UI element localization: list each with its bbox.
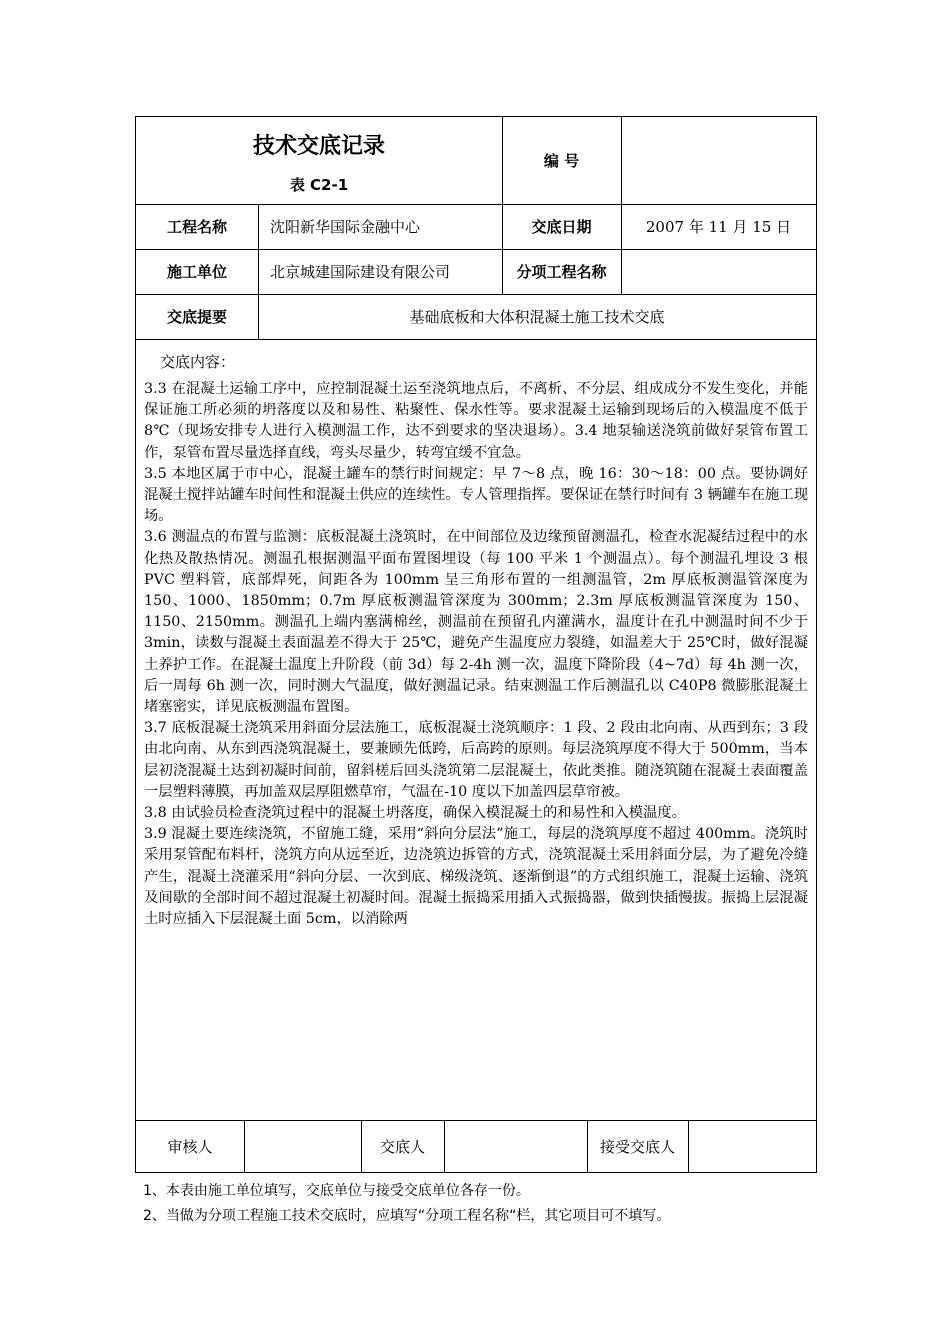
- content-paragraph: 3.9 混凝土要连续浇筑，不留施工缝，采用“斜向分层法”施工，每层的浇筑厚度不超过 400mm。浇筑时采用泵管配布料杆，浇筑方向从远至近，边浇筑边拆管的方式，浇筑混凝土采用斜面分层，为了避免冷缝产生，混凝土浇灌采用“斜向分层、一次到底、梯级浇筑、逐渐倒退”的方式组织施工，混凝土运输、浇筑及间歇的全部时间不超过混凝土初凝时间。混凝土振捣采用插入式振捣器，做到快插慢拔。振捣上层混凝土时应插入下层混凝土面 5cm，以消除两: [144, 826, 808, 928]
- note-1: 1、本表由施工单位填写，交底单位与接受交底单位各存一份。: [143, 1183, 530, 1199]
- summary-value[interactable]: 基础底板和大体积混凝土施工技术交底: [409, 308, 665, 326]
- sub-project-label: 分项工程名称: [516, 263, 607, 281]
- reviewer-value[interactable]: [244, 1120, 361, 1172]
- summary-label: 交底提要: [166, 308, 227, 326]
- content-paragraph: 3.7 底板混凝土浇筑采用斜面分层法施工，底板混凝土浇筑顺序：1 段、2 段由北向南、从西到东；3 段由北向南、从东到西浇筑混凝土，要兼顾先低跨，后高跨的原则。每层浇筑厚度不得大于 500mm，当本层初浇混凝土达到初凝时间前，留斜槎后回头浇筑第二层混凝土，依此类推。随浇筑随在混凝土表面覆盖一层塑料薄膜，再加盖双层厚阻燃草帘，气温在-10 度以下加盖四层草帘被。: [144, 720, 808, 800]
- form-title: 技术交底记录: [252, 134, 385, 159]
- content-paragraph: 3.8 由试验员检查浇筑过程中的混凝土坍落度，确保入模混凝土的和易性和入模温度。: [144, 805, 686, 822]
- code-value[interactable]: [621, 117, 816, 204]
- receiver-value[interactable]: [688, 1120, 816, 1172]
- content-paragraph: 3.5 本地区属于市中心，混凝土罐车的禁行时间规定：早 7～8 点，晚 16：30～18：00 点。要协调好混凝土搅拌站罐车时间性和混凝土供应的连续性。专人管理指挥。要保证在禁行时间有 3 辆罐车在施工现场。: [144, 465, 808, 525]
- contractor-label: 施工单位: [166, 263, 227, 281]
- presenter-label: 交底人: [379, 1137, 425, 1156]
- note-2: 2、当做为分项工程施工技术交底时，应填写“分项工程名称“栏，其它项目可不填写。: [143, 1208, 671, 1224]
- technical-briefing-form: [135, 116, 817, 1173]
- date-label: 交底日期: [531, 218, 592, 236]
- content-heading: 交底内容：: [160, 353, 236, 371]
- sub-project-value[interactable]: [621, 249, 816, 294]
- contractor-value[interactable]: 北京城建国际建设有限公司: [270, 263, 451, 281]
- content-paragraph: 3.3 在混凝土运输工序中，应控制混凝土运至浇筑地点后，不离析、不分层、组成成分不发生变化，并能保证施工所必须的坍落度以及和易性、粘聚性、保水性等。要求混凝土运输到现场后的入模温度不低于 8℃（现场安排专人进行入模测温工作，达不到要求的坚决退场）。3.4 地泵输送浇筑前做好泵管布置工作，泵管布置尽量选择直线，弯头尽量少，转弯宜缓不宜急。: [144, 381, 808, 461]
- content-body: [144, 379, 808, 930]
- project-name-label: 工程名称: [166, 218, 227, 236]
- reviewer-label: 审核人: [167, 1137, 213, 1156]
- presenter-value[interactable]: [444, 1120, 587, 1172]
- date-value[interactable]: 2007 年 11 月 15 日: [645, 218, 792, 236]
- receiver-label: 接受交底人: [599, 1137, 675, 1156]
- code-label: 编 号: [543, 152, 580, 170]
- content-paragraph: 3.6 测温点的布置与监测：底板混凝土浇筑时，在中间部位及边缘预留测温孔，检查水泥凝结过程中的水化热及散热情况。测温孔根据测温平面布置图埋设（每 100 平米 1 个测温点）。每个测温孔埋设 3 根 PVC 塑料管，底部焊死，间距各为 100mm 呈三角形布置的一组测温管，2m 厚底板测温管深度为 150、1000、1850mm；0.7m 厚底板测温管深度为 300mm；2.3m 厚底板测温管深度为 150、1150、2150mm。测温孔上端内塞满棉丝，测温前在预留孔内灌满水，温度计在孔中测温时间不少于 3min，读数与混凝土表面温差不得大于 25℃，避免产生温度应力裂缝，如温差大于 25℃时，做好混凝土养护工作。在混凝土温度上升阶段（前 3d）每 2-4h 测一次，温度下降阶段（4~7d）每 4h 测一次，后一周每 6h 测一次，同时测大气温度，做好测温记录。结束测温工作后测温孔以 C40P8 微膨胀混凝土堵塞密实，详见底板测温布置图。: [144, 529, 808, 716]
- form-number: 表 C2-1: [289, 176, 349, 194]
- row-divider: [136, 339, 816, 340]
- project-name-value[interactable]: 沈阳新华国际金融中心: [270, 218, 421, 236]
